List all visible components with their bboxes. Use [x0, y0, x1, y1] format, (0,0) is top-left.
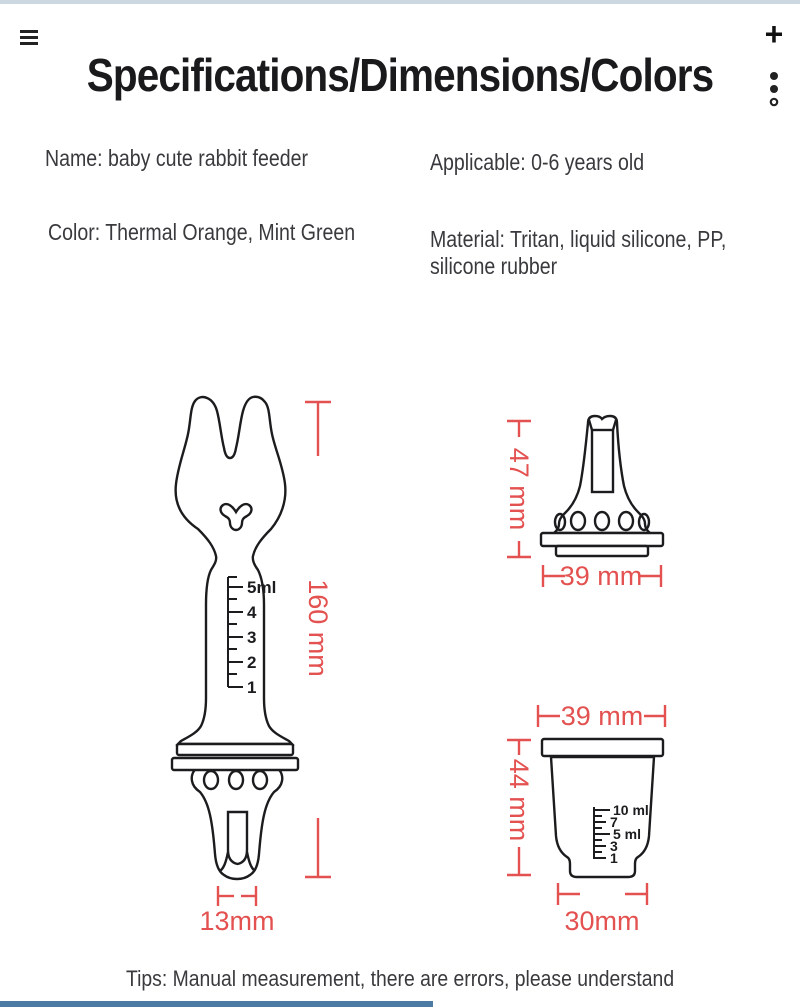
cup-rim [542, 739, 663, 756]
feeder-scale-2: 2 [247, 653, 257, 672]
nipple-width-dimension [543, 561, 661, 591]
nipple-height-dimension [504, 421, 534, 557]
plus-icon[interactable]: + [764, 16, 784, 52]
spec-color: Color: Thermal Orange, Mint Green [48, 219, 356, 245]
feeder-tip-width-label: 13mm [199, 906, 275, 936]
nipple-width-label: 39 mm [559, 561, 643, 591]
cup-top-width-label: 39 mm [560, 701, 644, 731]
page-title: Specifications/Dimensions/Colors [86, 49, 714, 101]
cup-scale-5ml: 5 ml [613, 826, 642, 842]
cup-base-width-dimension [558, 883, 647, 936]
feeder-scale-5ml: 5ml [247, 578, 277, 597]
nipple-flange-bottom [556, 546, 648, 556]
spec-material-line2: silicone rubber [430, 253, 558, 279]
nipple-outline [541, 416, 663, 556]
feeder-scale-4: 4 [247, 603, 257, 622]
cup-outline [542, 739, 663, 877]
cup-height-dimension [504, 740, 534, 875]
cup-scale-1: 1 [610, 850, 618, 866]
tips-note: Tips: Manual measurement, there are errors, please understand [126, 966, 675, 991]
spec-material-line1: Material: Tritan, liquid silicone, PP, [430, 226, 727, 252]
feeder-tip-width-dimension [199, 886, 274, 936]
feeder-length-label: 160 mm [303, 579, 333, 677]
cup-height-label: 44 mm [504, 758, 534, 842]
bottom-progress-bar [0, 1001, 433, 1007]
cup-scale-7: 7 [610, 814, 618, 830]
spec-name: Name: baby cute rabbit feeder [45, 145, 308, 171]
nipple-flange-top [541, 533, 663, 546]
feeder-flange-top [177, 744, 293, 755]
feeder-length-dimension [303, 402, 333, 877]
feeder-scale-1: 1 [247, 678, 257, 697]
rabbit-feeder-outline [172, 397, 298, 879]
cup-scale-10ml: 10 ml [613, 802, 649, 818]
cup-base-width-label: 30mm [564, 906, 640, 936]
spec-applicable: Applicable: 0-6 years old [430, 149, 645, 175]
feeder-flange-bottom [172, 758, 298, 770]
feeder-scale-3: 3 [247, 628, 257, 647]
nipple-height-label: 47 mm [504, 447, 534, 531]
cup-top-width-dimension [538, 701, 665, 731]
cup-scale-3: 3 [610, 838, 618, 854]
